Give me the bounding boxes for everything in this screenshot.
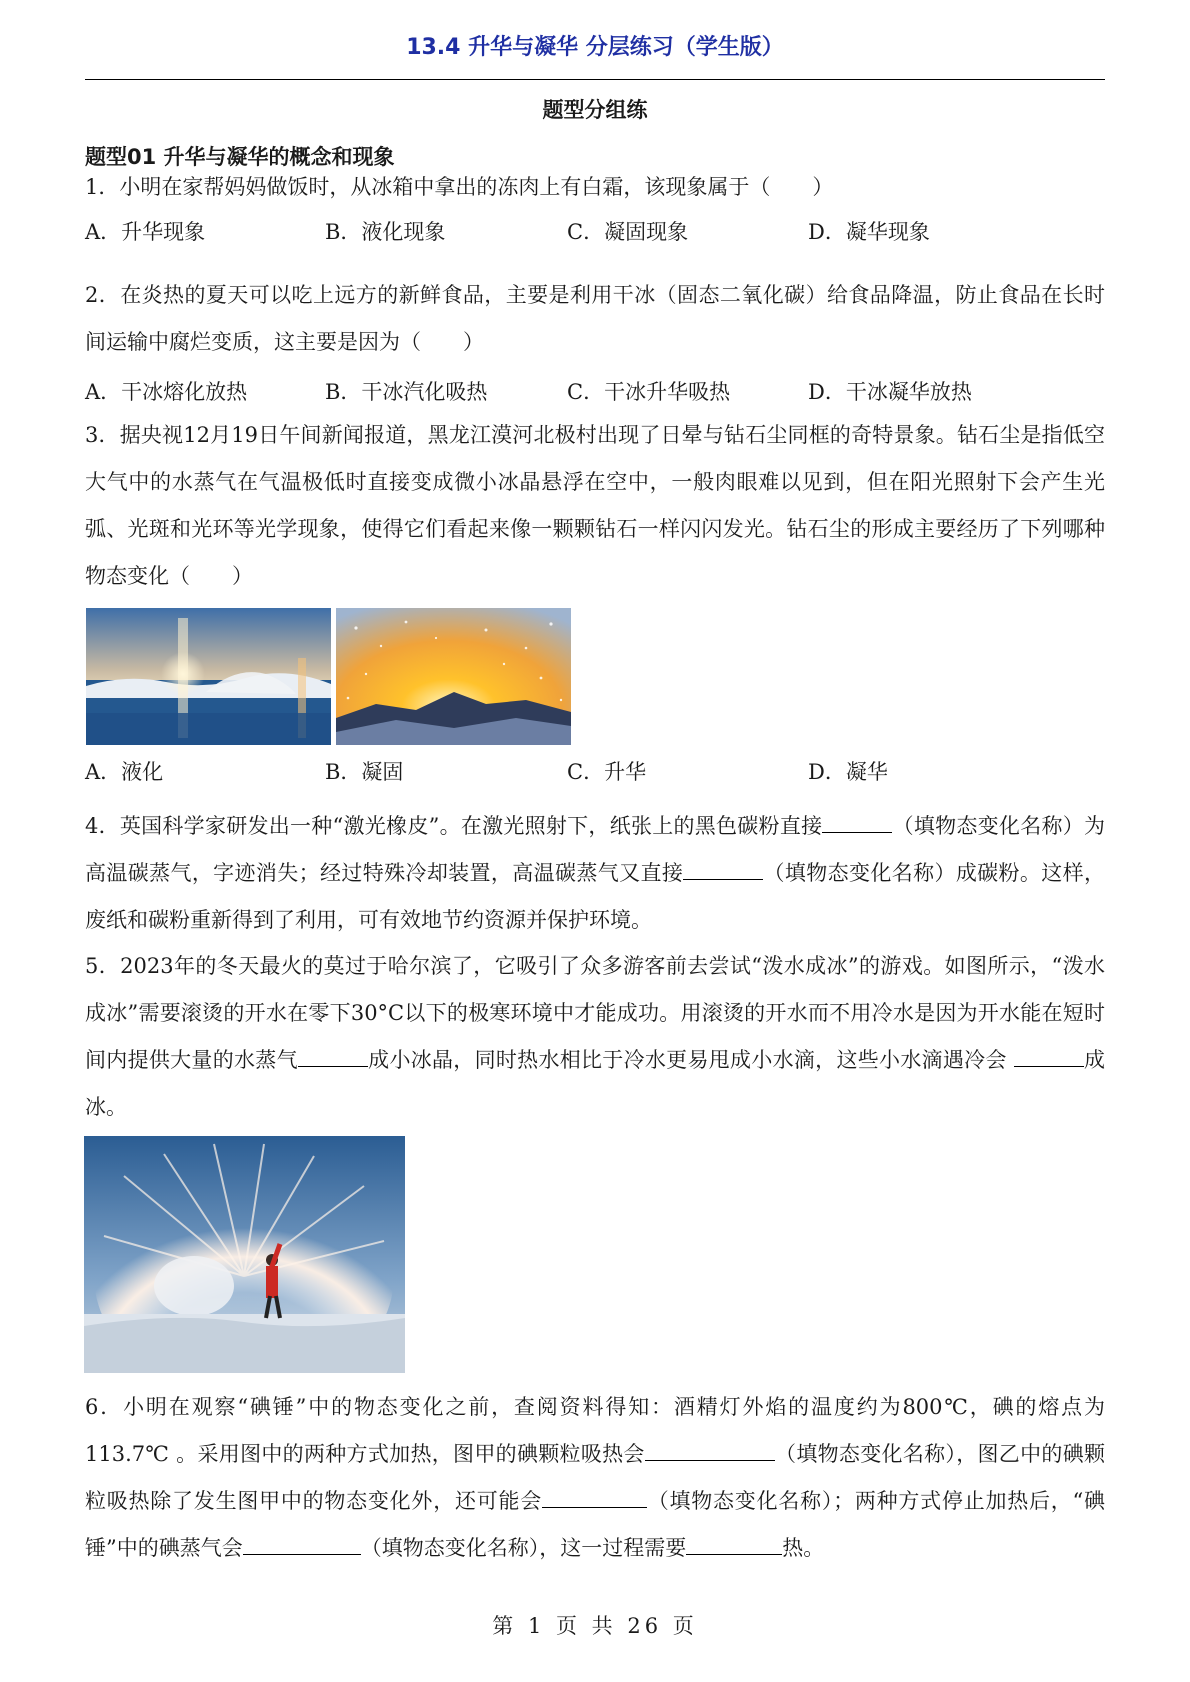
question-6-blank-4[interactable] [686, 1534, 782, 1555]
question-1-option-b: B．液化现象 [325, 220, 446, 244]
question-3-option-b: B．凝固 [325, 760, 404, 784]
question-2-option-c: C．干冰升华吸热 [567, 380, 731, 404]
subsection-title: 题型01 升华与凝华的概念和现象 [85, 145, 395, 169]
water-to-ice-photo [84, 1136, 405, 1373]
question-4-text-1: 4．英国科学家研发出一种“激光橡皮”。在激光照射下，纸张上的黑色碳粉直接 [85, 814, 823, 838]
question-6-blank-2[interactable] [542, 1487, 647, 1508]
question-1-stem: 1．小明在家帮妈妈做饭时，从冰箱中拿出的冻肉上有白霜，该现象属于（ ） [85, 175, 834, 199]
question-6-stem [85, 1384, 1105, 1572]
document-title: 13.4 升华与凝华 分层练习（学生版） [406, 35, 784, 60]
page-number: 第 1 页 共 26 页 [492, 1614, 698, 1638]
question-3-option-d: D．凝华 [808, 760, 888, 784]
question-5-text-3: 成冰。 [85, 1048, 1106, 1119]
question-6-text-5: 热。 [782, 1536, 825, 1560]
question-1-option-a: A．升华现象 [85, 220, 206, 244]
question-5-text-1: 5．2023年的冬天最火的莫过于哈尔滨了，它吸引了众多游客前去尝试“泼水成冰”的游戏。如图所示，“泼水成冰”需要滚烫的开水在零下30°C以下的极寒环境中才能成功。用滚烫的开水而不用冷水是因为开水能在短时间内提供大量的水蒸气 [85, 954, 1105, 1072]
question-6-text-4: （填物态变化名称），这一过程需要 [360, 1536, 687, 1560]
question-4-blank-2[interactable] [683, 859, 763, 880]
header-divider [85, 79, 1105, 80]
sun-halo-photo [86, 608, 331, 745]
question-3-stem: 3．据央视12月19日午间新闻报道，黑龙江漠河北极村出现了日晕与钻石尘同框的奇特景象。钻石尘是指低空大气中的水蒸气在气温极低时直接变成微小冰晶悬浮在空中，一般肉眼难以见到，但在阳光照射下会产生光弧、光斑和光环等光学现象，使得它们看起来像一颗颗钻石一样闪闪发光。钻石尘的形成主要经历了下列哪种物态变化（ ） [85, 423, 1105, 588]
question-4-stem [85, 803, 1105, 944]
question-1-options [85, 216, 1105, 256]
question-1-option-c: C．凝固现象 [567, 220, 689, 244]
question-6-text-3: （填物态变化名称）；两种方式停止加热后，“碘锤”中的碘蒸气会 [85, 1489, 1105, 1560]
question-2-option-a: A．干冰熔化放热 [85, 380, 248, 404]
question-6-text-2: （填物态变化名称），图乙中的碘颗粒吸热除了发生图甲中的物态变化外，还可能会 [85, 1442, 1105, 1513]
question-4-blank-1[interactable] [822, 812, 892, 833]
question-2-stem: 2．在炎热的夏天可以吃上远方的新鲜食品，主要是利用干冰（固态二氧化碳）给食品降温，防止食品在长时间运输中腐烂变质，这主要是因为（ ） [85, 283, 1105, 354]
question-5-blank-2[interactable] [1014, 1046, 1084, 1067]
question-6-blank-1[interactable] [645, 1440, 775, 1461]
question-5-blank-1[interactable] [298, 1046, 368, 1067]
question-2-option-b: B．干冰汽化吸热 [325, 380, 488, 404]
question-2-options [85, 376, 1105, 416]
question-4-text-3: （填物态变化名称）成碳粉。这样，废纸和碳粉重新得到了利用，可有效地节约资源并保护环境。 [85, 861, 1106, 932]
question-2-option-d: D．干冰凝华放热 [808, 380, 972, 404]
diamond-dust-photo [336, 608, 571, 745]
question-3-option-c: C．升华 [567, 760, 647, 784]
question-6-text-1: 6．小明在观察“碘锤”中的物态变化之前，查阅资料得知：酒精灯外焰的温度约为800℃，碘的熔点为113.7℃ 。采用图中的两种方式加热，图甲的碘颗粒吸热会 [85, 1395, 1105, 1466]
question-3-option-a: A．液化 [85, 760, 164, 784]
question-6-blank-3[interactable] [243, 1534, 361, 1555]
question-1-option-d: D．凝华现象 [808, 220, 930, 244]
question-5-stem [85, 943, 1105, 1131]
question-3-options [85, 756, 1105, 796]
section-title: 题型分组练 [542, 98, 648, 122]
question-4-text-2: （填物态变化名称）为高温碳蒸气，字迹消失；经过特殊冷却装置，高温碳蒸气又直接 [85, 814, 1105, 885]
question-5-text-2: 成小冰晶，同时热水相比于冷水更易甩成小水滴，这些小水滴遇冷会 [367, 1048, 1014, 1072]
